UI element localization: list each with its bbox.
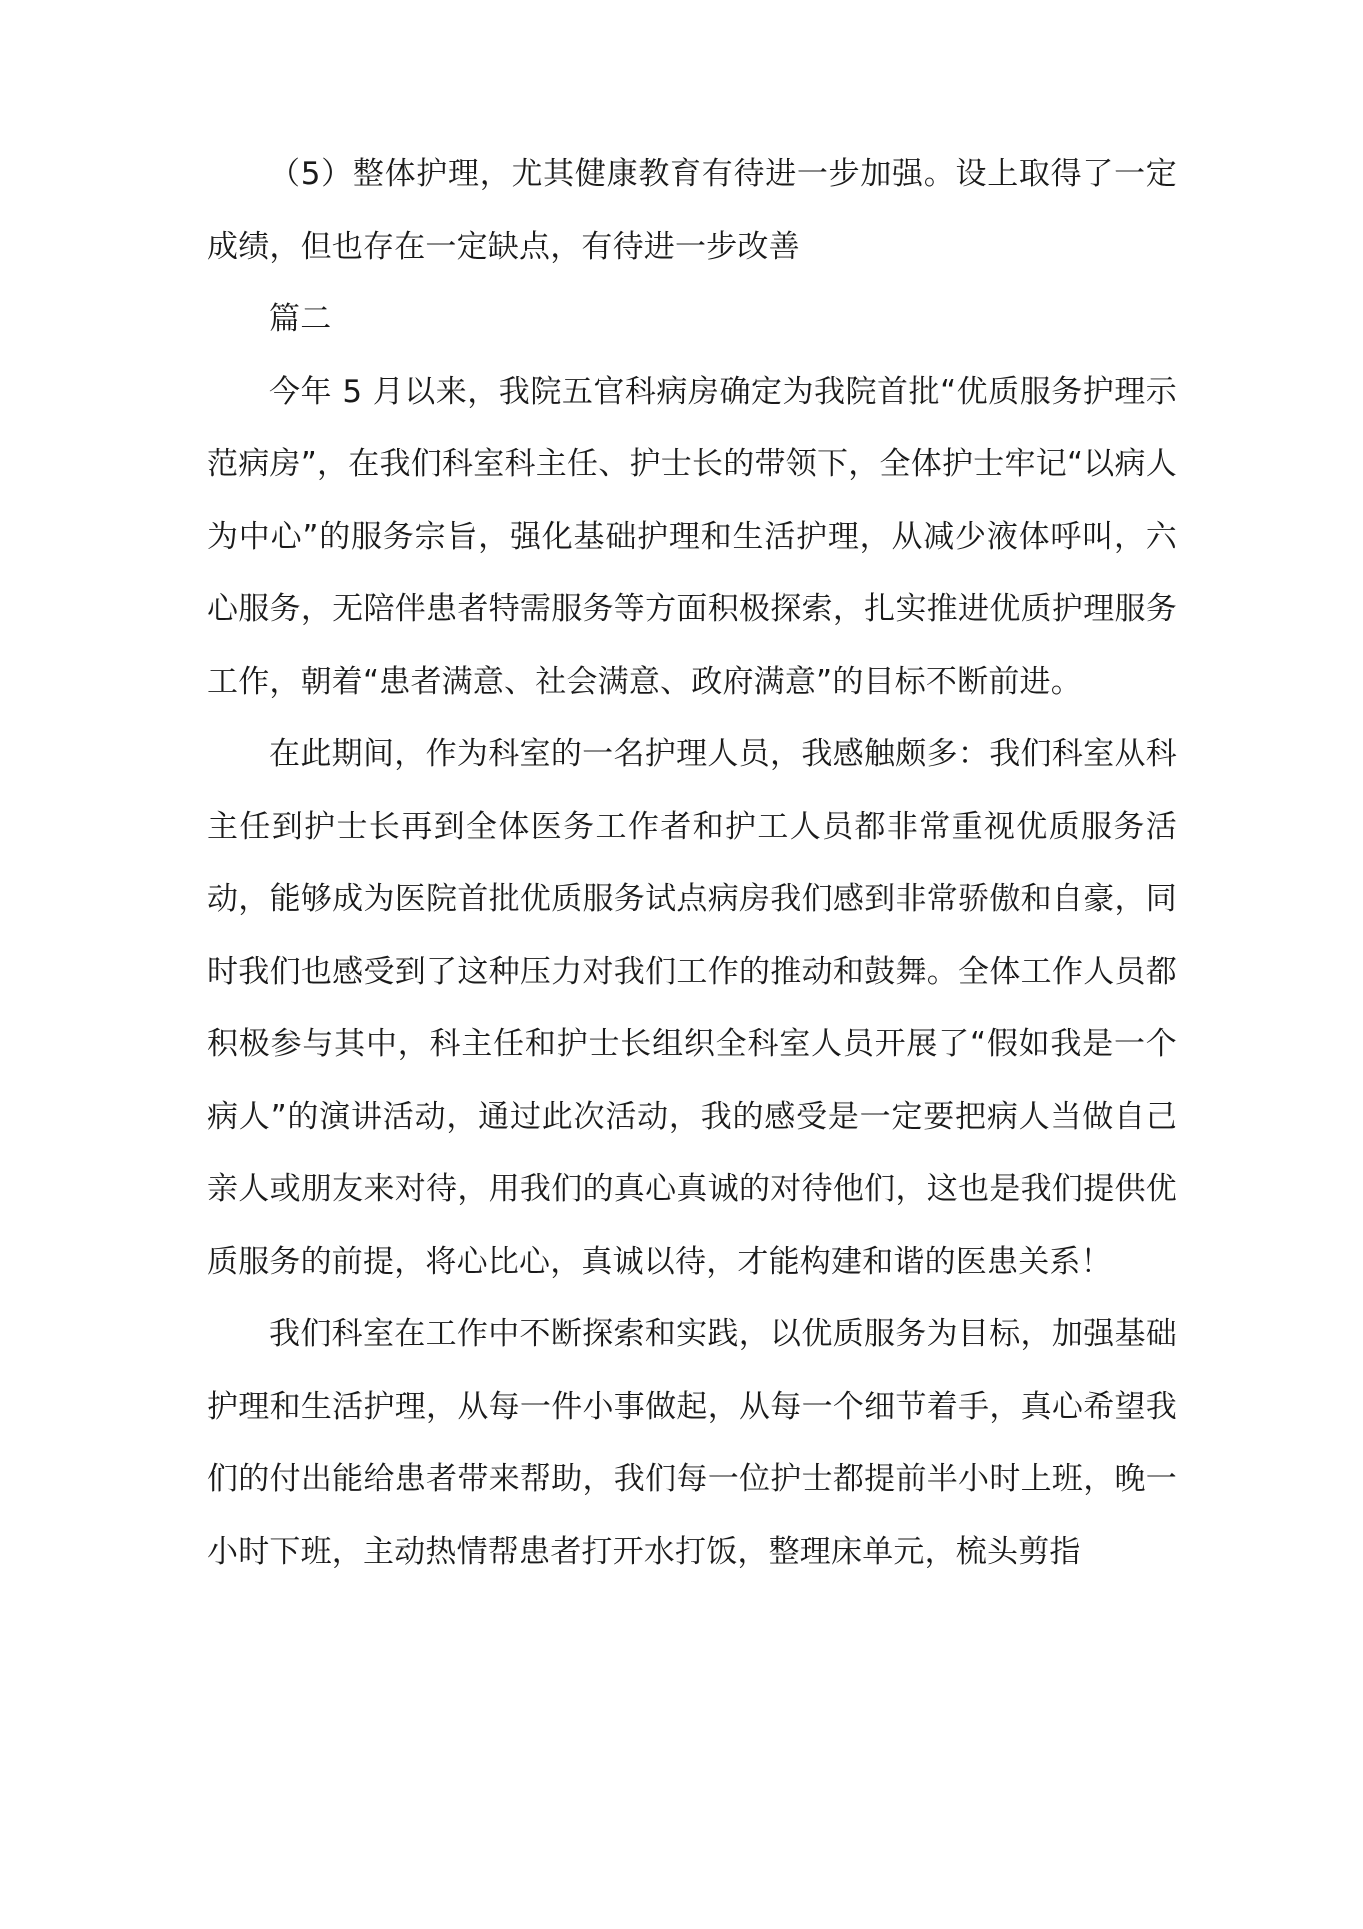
paragraph-summary-point-5: （5）整体护理，尤其健康教育有待进一步加强。设上取得了一定成绩，但也存在一定缺点，有待进一步改善 bbox=[207, 156, 1177, 265]
paragraph-reflection: 在此期间，作为科室的一名护理人员，我感触颇多：我们科室从科主任到护士长再到全体医务工作者和护工人员都非常重视优质服务活动，能够成为医院首批优质服务试点病房我们感到非常骄傲和自豪，同时我们也感受到了这种压力对我们工作的推动和鼓舞。全体工作人员都积极参与其中，科主任和护士长组织全科室人员开展了“假如我是一个病人”的演讲活动，通过此次活动，我的感受是一定要把病人当做自己亲人或朋友来对待，用我们的真心真诚的对待他们，这也是我们提供优质服务的前提，将心比心，真诚以待，才能构建和谐的医患关系！ bbox=[207, 736, 1177, 1280]
paragraph-intro: 今年 5 月以来，我院五官科病房确定为我院首批“优质服务护理示范病房”，在我们科室科主任、护士长的带领下，全体护士牢记“以病人为中心”的服务宗旨，强化基础护理和生活护理，从减少液体呼叫，六心服务，无陪伴患者特需服务等方面积极探索，扎实推进优质护理服务工作，朝着“患者满意、社会满意、政府满意”的目标不断前进。 bbox=[207, 373, 1177, 700]
section-heading-part-two: 篇二 bbox=[269, 301, 332, 337]
document-body bbox=[207, 138, 1177, 1588]
paragraph-practice: 我们科室在工作中不断探索和实践，以优质服务为目标，加强基础护理和生活护理，从每一件小事做起，从每一个细节着手，真心希望我们的付出能给患者带来帮助，我们每一位护士都提前半小时上班，晚一小时下班，主动热情帮患者打开水打饭，整理床单元，梳头剪指 bbox=[207, 1316, 1177, 1570]
